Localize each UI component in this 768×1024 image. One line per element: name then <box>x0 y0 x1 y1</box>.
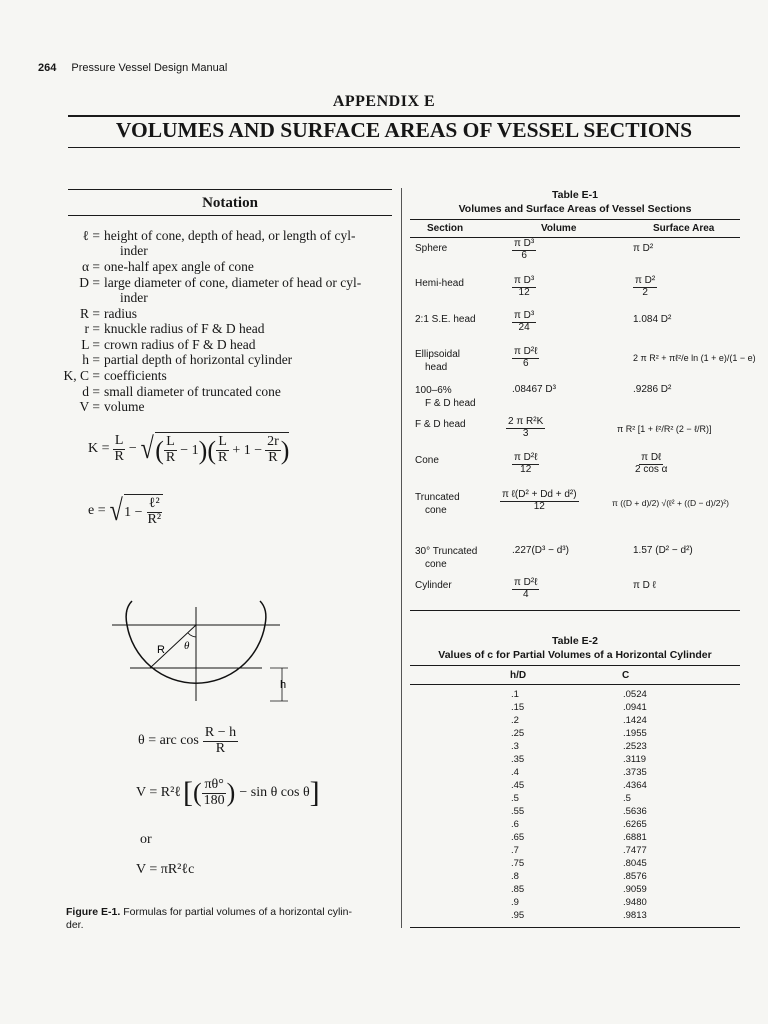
page-number: 264 <box>38 62 57 74</box>
volume-den: 3 <box>522 427 529 439</box>
k-frac-num: L <box>114 432 124 448</box>
theta-lhs: θ = arc cos <box>138 733 199 749</box>
k-frac-den: R <box>217 450 228 465</box>
table-row-hd: .25 <box>511 728 525 739</box>
area-num: π Dℓ <box>641 452 662 463</box>
table-row-hd: .75 <box>511 858 525 869</box>
table-e2-subtitle: Values of c for Partial Volumes of a Horizontal Cylinder <box>438 649 712 661</box>
k-lhs: K = <box>88 441 110 456</box>
notation-definition: crown radius of F & D head <box>104 337 256 352</box>
notation-symbol: α = <box>81 259 100 274</box>
volume-den: 4 <box>522 588 529 600</box>
e-frac-den: R² <box>147 512 162 527</box>
volume-num: π D²ℓ <box>514 452 538 463</box>
notation-symbol: D = <box>79 275 100 290</box>
running-title: Pressure Vessel Design Manual <box>71 62 228 74</box>
k-frac-den: R <box>114 448 124 464</box>
notation-definition: one-half apex angle of cone <box>104 259 254 274</box>
table-row-c: .1955 <box>623 728 647 739</box>
radius-label: R <box>157 644 165 656</box>
notation-symbol: R = <box>80 306 100 321</box>
table-row-section: Sphere <box>415 243 448 254</box>
e-lhs: e = <box>88 503 106 518</box>
table-row-c: .5 <box>623 793 631 804</box>
e-frac-num: ℓ² <box>148 496 160 512</box>
surface-area: π D ℓ <box>633 580 656 591</box>
table-row-c: .0524 <box>623 689 647 700</box>
table-row-section: 2:1 S.E. head <box>415 314 476 325</box>
surface-area: π R² [1 + ℓ²/R² (2 − ℓ/R)] <box>617 424 712 434</box>
notation-symbol: d = <box>82 384 100 399</box>
table-row-section: Cone <box>415 455 439 466</box>
notation-symbol: K, C = <box>63 368 100 383</box>
table-row-hd: .4 <box>511 767 519 778</box>
table-row-section-cont: head <box>425 362 448 373</box>
k-formula: K = $\frac{L}{R}$ − √ ( $\frac{L}{R}$ − 1 )( $\frac{L}{R}$ + 1 − $\frac{2r}{R}$ ) <box>88 432 290 465</box>
liquid-segment <box>120 668 280 708</box>
table-row-c: .3735 <box>623 767 647 778</box>
table-e1-rule-bottom <box>410 610 740 611</box>
table-row-section: Cylinder <box>415 580 452 591</box>
or-text: or <box>140 832 152 847</box>
surface-area: .9286 D² <box>633 384 672 395</box>
volume-formula-alt: V = πR²ℓc <box>136 862 195 877</box>
v-rest: − sin θ cos θ <box>239 785 310 800</box>
h-label: h <box>280 679 287 691</box>
table-row-c: .9813 <box>623 910 647 921</box>
table-e2-header-rule <box>410 684 740 685</box>
table-e1-subtitle: Volumes and Surface Areas of Vessel Sections <box>458 203 692 215</box>
volume: .08467 D³ <box>512 384 556 395</box>
notation-symbol: r = <box>84 321 100 336</box>
e-formula: e = √ 1 − $\frac{\text{ℓ²}}{\text{R²}}$ <box>88 494 162 527</box>
table-row-c: .1424 <box>623 715 647 726</box>
table-row-hd: .55 <box>511 806 525 817</box>
column-header-surface-area: Surface Area <box>653 223 715 234</box>
volume-formula: V = R²ℓ [ ( $\frac{\pi\theta^\circ}{180}$ ) − sin θ cos θ ] <box>136 776 320 809</box>
k-frac-num: L <box>218 434 227 450</box>
k-frac-den: R <box>268 450 278 465</box>
table-row-hd: .15 <box>511 702 525 713</box>
table-row-hd: .85 <box>511 884 525 895</box>
notation-definition: knuckle radius of F & D head <box>104 321 265 336</box>
table-row-c: .3119 <box>623 754 647 765</box>
table-row-hd: .2 <box>511 715 519 726</box>
table-row-hd: .45 <box>511 780 525 791</box>
theta-frac-den: R <box>215 740 226 756</box>
surface-area: 2 π R² + πℓ²/e ln (1 + e)/(1 − e) <box>633 353 756 363</box>
figure-caption-cont: der. <box>66 919 84 931</box>
notation-symbol: V = <box>79 399 100 414</box>
k-frac-num: L <box>166 434 175 450</box>
horizontal-cylinder-diagram <box>110 595 310 715</box>
table-e1-title: Table E-1 <box>552 189 598 201</box>
notation-definition: large diameter of cone, diameter of head or cyl- <box>104 275 362 290</box>
volume-den: 12 <box>520 463 532 475</box>
table-e2-rule-bottom <box>410 927 740 928</box>
surface-area: 1.57 (D² − d²) <box>633 545 693 556</box>
table-row-section-cont: cone <box>425 559 447 570</box>
table-row-c: .8576 <box>623 871 647 882</box>
table-row-section-cont: cone <box>425 505 447 516</box>
notation-definition: volume <box>104 399 145 414</box>
table-row-section: Ellipsoidal <box>415 349 461 360</box>
notation-symbol: ℓ = <box>82 228 100 243</box>
table-row-c: .6881 <box>623 832 647 843</box>
column-header-section: Section <box>427 223 464 234</box>
table-row-hd: .3 <box>511 741 519 752</box>
k-plus-one: + 1 − <box>232 442 263 458</box>
table-e1-rule-top <box>410 219 740 220</box>
table-e1-header-rule <box>410 237 740 238</box>
v-lhs: V = R²ℓ <box>136 785 181 800</box>
table-row-hd: .5 <box>511 793 519 804</box>
table-row-c: .2523 <box>623 741 647 752</box>
table-row-c: .7477 <box>623 845 647 856</box>
volume-den: 6 <box>522 357 529 369</box>
volume-num: π D³ <box>514 238 535 249</box>
figure-caption <box>66 906 396 932</box>
volume-den: 12 <box>518 286 530 298</box>
volume-num: π D³ <box>514 275 535 286</box>
table-row-hd: .7 <box>511 845 519 856</box>
k-frac-num: 2r <box>267 434 279 450</box>
page-header <box>38 62 227 74</box>
k-minus: − <box>128 441 137 456</box>
surface-area: π ((D + d)/2) √(ℓ² + ((D − d)/2)²) <box>612 498 729 508</box>
table-row-c: .9480 <box>623 897 647 908</box>
figure-caption-text: Formulas for partial volumes of a horizontal cylin- <box>123 906 352 918</box>
theta-formula <box>138 726 238 756</box>
title-rule-bottom <box>68 147 740 148</box>
notation-symbol: h = <box>82 352 100 367</box>
table-row-section: 30° Truncated <box>415 546 478 557</box>
table-row-c: .5636 <box>623 806 647 817</box>
table-row-hd: .95 <box>511 910 525 921</box>
e-one-minus: 1 − <box>124 504 143 520</box>
notation-definition: small diameter of truncated cone <box>104 384 281 399</box>
column-header-c: C <box>622 670 630 681</box>
surface-area: 1.084 D² <box>633 314 672 325</box>
table-e2-rule-top <box>410 665 740 666</box>
theta-frac-num: R − h <box>204 725 237 740</box>
surface-area: π D² <box>633 243 654 254</box>
table-row-section: Truncated <box>415 492 460 503</box>
notation-definition: radius <box>104 306 137 321</box>
theta-label: θ <box>184 640 190 652</box>
title-rule-top <box>68 115 740 117</box>
table-row-hd: .6 <box>511 819 519 830</box>
figure-caption-label: Figure E-1. <box>66 906 121 918</box>
column-divider <box>401 188 402 928</box>
table-row-c: .8045 <box>623 858 647 869</box>
notation-definition: height of cone, depth of head, or length of cyl- <box>104 228 356 243</box>
column-header-volume: Volume <box>541 223 577 234</box>
table-row-c: .4364 <box>623 780 647 791</box>
appendix-title: VOLUMES AND SURFACE AREAS OF VESSEL SECTIONS <box>115 118 693 142</box>
appendix-label: APPENDIX E <box>332 93 436 110</box>
k-minus-one: − 1 <box>180 442 199 458</box>
volume: .227(D³ − d³) <box>512 545 569 556</box>
volume-den: 12 <box>533 500 545 512</box>
notation-definition: coefficients <box>104 368 167 383</box>
volume-num: π D²ℓ <box>514 577 538 588</box>
table-row-section-cont: F & D head <box>425 398 476 409</box>
area-num: π D² <box>635 275 656 286</box>
area-den: 2 cos α <box>635 463 668 475</box>
volume-num: π D²ℓ <box>514 346 538 357</box>
v-frac-num: πθ° <box>204 776 224 792</box>
notation-rule-top <box>68 189 392 190</box>
table-row-hd: .65 <box>511 832 525 843</box>
table-row-hd: .1 <box>511 689 519 700</box>
v-frac-den: 180 <box>203 792 225 808</box>
volume-num: π D³ <box>514 310 535 321</box>
table-row-hd: .8 <box>511 871 519 882</box>
k-frac-den: R <box>165 450 176 465</box>
notation-definition-cont: inder <box>120 290 148 305</box>
volume-den: 6 <box>521 249 527 261</box>
table-row-section: F & D head <box>415 419 466 430</box>
notation-heading: Notation <box>202 195 258 211</box>
table-row-hd: .9 <box>511 897 519 908</box>
volume-num: 2 π R²K <box>508 416 544 427</box>
table-row-section: 100–6% <box>415 385 452 396</box>
table-row-c: .6265 <box>623 819 647 830</box>
notation-symbol: L = <box>81 337 100 352</box>
table-row-c: .9059 <box>623 884 647 895</box>
notation-rule-bottom <box>68 215 392 216</box>
table-e2-title: Table E-2 <box>552 635 598 647</box>
notation-definition: partial depth of horizontal cylinder <box>104 352 293 367</box>
table-row-hd: .35 <box>511 754 525 765</box>
column-header-hd: h/D <box>510 670 527 681</box>
notation-definition-cont: inder <box>120 243 148 258</box>
volume-den: 24 <box>518 321 530 333</box>
table-row-c: .0941 <box>623 702 647 713</box>
volume-num: π ℓ(D² + Dd + d²) <box>502 489 577 500</box>
table-row-section: Hemi-head <box>415 278 464 289</box>
area-den: 2 <box>642 286 648 298</box>
